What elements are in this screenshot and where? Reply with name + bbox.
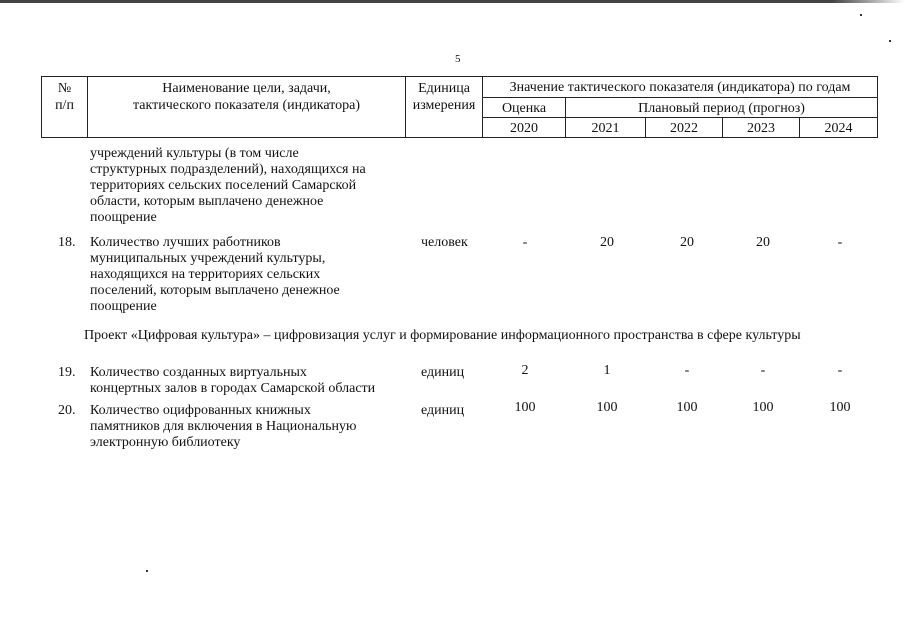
scan-speck	[146, 570, 148, 572]
project-heading: Проект «Цифровая культура» – цифровизация услуг и формирование информационного пространства в сфере культуры	[84, 328, 801, 343]
row-name: Количество созданных виртуальных концертных залов в городах Самарской области	[90, 365, 376, 396]
header-name: Наименование цели, задачи, тактического показателя (индикатора)	[88, 77, 406, 138]
header-year: 2022	[646, 118, 723, 138]
scan-border	[0, 0, 905, 3]
row-unit: единиц	[421, 403, 465, 418]
row-value: 100	[514, 400, 536, 415]
row-value: 20	[756, 235, 770, 250]
row-value: 2	[521, 363, 529, 378]
header-year: 2020	[483, 118, 566, 138]
row-value: 1	[603, 363, 611, 378]
row-unit: человек	[421, 235, 468, 250]
row-number: 20.	[58, 403, 76, 418]
header-estimate: Оценка	[483, 98, 566, 118]
row-number: 18.	[58, 235, 76, 250]
row-value: 100	[829, 400, 851, 415]
table-header	[41, 76, 878, 138]
row-value: 100	[752, 400, 774, 415]
row-value: -	[760, 363, 766, 378]
row-value: 100	[596, 400, 618, 415]
header-unit: Единица измерения	[406, 77, 483, 138]
scan-speck	[860, 14, 862, 16]
row-value: 100	[676, 400, 698, 415]
scan-speck	[889, 40, 891, 42]
continuation-text: учреждений культуры (в том числе структурных подразделений), находящихся на территориях сельских поселений Самарской области, которым выплачено денежное поощрение	[90, 146, 366, 225]
header-year: 2021	[566, 118, 646, 138]
row-value: 20	[600, 235, 614, 250]
row-name: Количество оцифрованных книжных памятников для включения в Национальную электронную библиотеку	[90, 403, 357, 450]
row-value: -	[837, 363, 843, 378]
row-value: -	[522, 235, 528, 250]
row-name: Количество лучших работников муниципальных учреждений культуры, находящихся на территориях сельских поселений, которым выплачено денежное поощрение	[90, 235, 340, 314]
row-value: -	[684, 363, 690, 378]
header-year: 2024	[800, 118, 878, 138]
header-num: № п/п	[42, 77, 88, 138]
row-number: 19.	[58, 365, 76, 380]
header-plan: Плановый период (прогноз)	[566, 98, 878, 118]
row-value: 20	[680, 235, 694, 250]
page-number: 5	[455, 53, 461, 65]
row-unit: единиц	[421, 365, 465, 380]
header-values: Значение тактического показателя (индикатора) по годам	[483, 77, 878, 98]
header-year: 2023	[723, 118, 800, 138]
row-value: -	[837, 235, 843, 250]
